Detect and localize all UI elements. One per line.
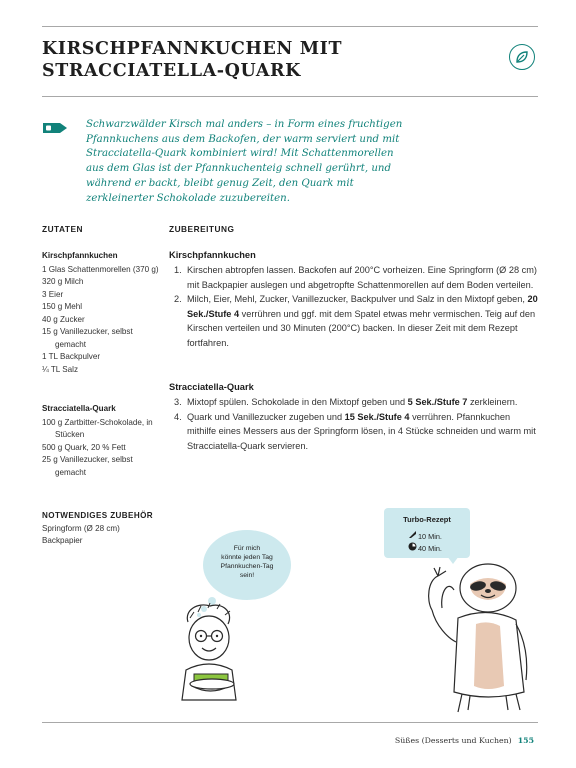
sloth-illustration [418, 562, 538, 718]
ingredient-group-title: Kirschpfannkuchen [42, 251, 118, 260]
ingredient-item: 500 g Quark, 20 % Fett [42, 442, 126, 452]
speech-line: Pfannkuchen-Tag [220, 563, 274, 570]
tools-section [42, 510, 153, 548]
turbo-total-time-value: 40 Min. [418, 544, 442, 553]
speech-line: Für mich [233, 545, 261, 552]
footer-rule [42, 722, 538, 723]
knife-icon [408, 530, 418, 541]
preparation-group [169, 382, 541, 453]
clock-icon [408, 542, 418, 553]
recipe-title [42, 38, 342, 82]
recipe-intro: Schwarzwälder Kirsch mal anders – in Form eines fruchtigen Pfannkuchens aus dem Backofen, der warm serviert und mit Stracciatella-Quark kombiniert wird! Mit Schattenmorellen aus dem Glas ist der Pfannkuchenteig schnell gerührt, und während er backt, bleibt genug Zeit, den Quark mit zerkleinerter Schokolade zuzubereiten. [86, 119, 403, 204]
speech-line: sein! [239, 572, 255, 579]
recipe-title-line-2: STRACCIATELLA-QUARK [42, 61, 301, 81]
preparation-heading: ZUBEREITUNG [169, 224, 235, 234]
recipe-title-line-1: KIRSCHPFANNKUCHEN MIT [42, 39, 343, 59]
step-number: 3. [174, 397, 182, 407]
preparation-group [169, 250, 541, 351]
preparation-step [169, 292, 541, 350]
ingredient-item: 320 g Milch [42, 277, 84, 286]
step-number: 2. [174, 294, 182, 305]
step-number: 4. [174, 411, 182, 422]
ingredient-item: 3 Eier [42, 289, 64, 299]
ingredient-item: 150 g Mehl [42, 302, 83, 311]
ingredient-item: 100 g Zartbitter-Schokolade, in Stücken [42, 417, 153, 439]
turbo-total-time [408, 542, 442, 553]
step-text: Quark und Vanillezucker zugeben und 15 Sek./Stufe 4 verrühren. Pfannkuchen mithilfe eines Messers aus der Springform lösen, in 4 Stücke schneiden und warm mit Stracciatella-Quark servieren. [187, 411, 536, 451]
ingredients-heading: ZUTATEN [42, 224, 83, 234]
ingredient-item: 15 g Vanillezucker, selbst gemacht [42, 327, 133, 349]
title-rule [42, 96, 538, 97]
tools-item: Springform (Ø 28 cm) [42, 523, 120, 533]
preparation-step [169, 395, 541, 410]
tip-arrow-icon [42, 121, 68, 139]
top-rule [42, 26, 538, 27]
step-text: Milch, Eier, Mehl, Zucker, Vanillezucker, Backpulver und Salz in den Mixtopf geben, 20 Sek./Stufe 4 verrühren und ggf. mit dem Spatel etwas mehr vermischen. Teig auf den Kirschen verteilen und 30 Minuten (200°C) backen. In dieser Zeit mit dem Rezept fortfahren. [187, 294, 538, 348]
ingredient-item: 40 g Zucker [42, 314, 85, 324]
ingredient-group [42, 403, 162, 479]
ingredient-item: ¼ TL Salz [42, 364, 78, 374]
step-number: 1. [174, 265, 182, 275]
step-text: Kirschen abtropfen lassen. Backofen auf 200°C vorheizen. Eine Springform (Ø 28 cm) mit Backpapier auslegen und abgetropfte Schattenmorellen auf dem Boden verteilen. [187, 265, 537, 290]
speech-bubble-text [203, 544, 291, 580]
tools-item: Backpapier [42, 536, 83, 545]
ingredient-group [42, 250, 162, 376]
speech-line: könnte jeden Tag [221, 554, 273, 561]
tools-heading: NOTWENDIGES ZUBEHÖR [42, 511, 154, 520]
speech-bubble [203, 530, 291, 600]
ingredient-item: 1 Glas Schattenmorellen (370 g) [42, 264, 159, 274]
turbo-title: Turbo-Rezept [403, 515, 451, 524]
ingredient-group-title: Stracciatella-Quark [42, 404, 116, 413]
preparation-group-title: Kirschpfannkuchen [169, 250, 256, 260]
preparation-step [169, 263, 541, 292]
preparation-group-title: Stracciatella-Quark [169, 382, 254, 392]
leaf-icon [509, 44, 535, 70]
ingredient-item: 1 TL Backpulver [42, 352, 101, 361]
turbo-recipe-box [384, 508, 470, 558]
boy-illustration [170, 600, 250, 710]
turbo-active-time-value: 10 Min. [418, 532, 442, 541]
page-footer [395, 736, 534, 745]
footer-section-name: Süßes (Desserts und Kuchen) [394, 736, 512, 745]
step-text: Mixtopf spülen. Schokolade in den Mixtopf geben und 5 Sek./Stufe 7 zerkleinern. [187, 397, 518, 407]
turbo-active-time [408, 530, 442, 541]
page-number: 155 [517, 736, 534, 745]
preparation-step [169, 410, 541, 454]
ingredient-item: 25 g Vanillezucker, selbst gemacht [42, 455, 133, 477]
